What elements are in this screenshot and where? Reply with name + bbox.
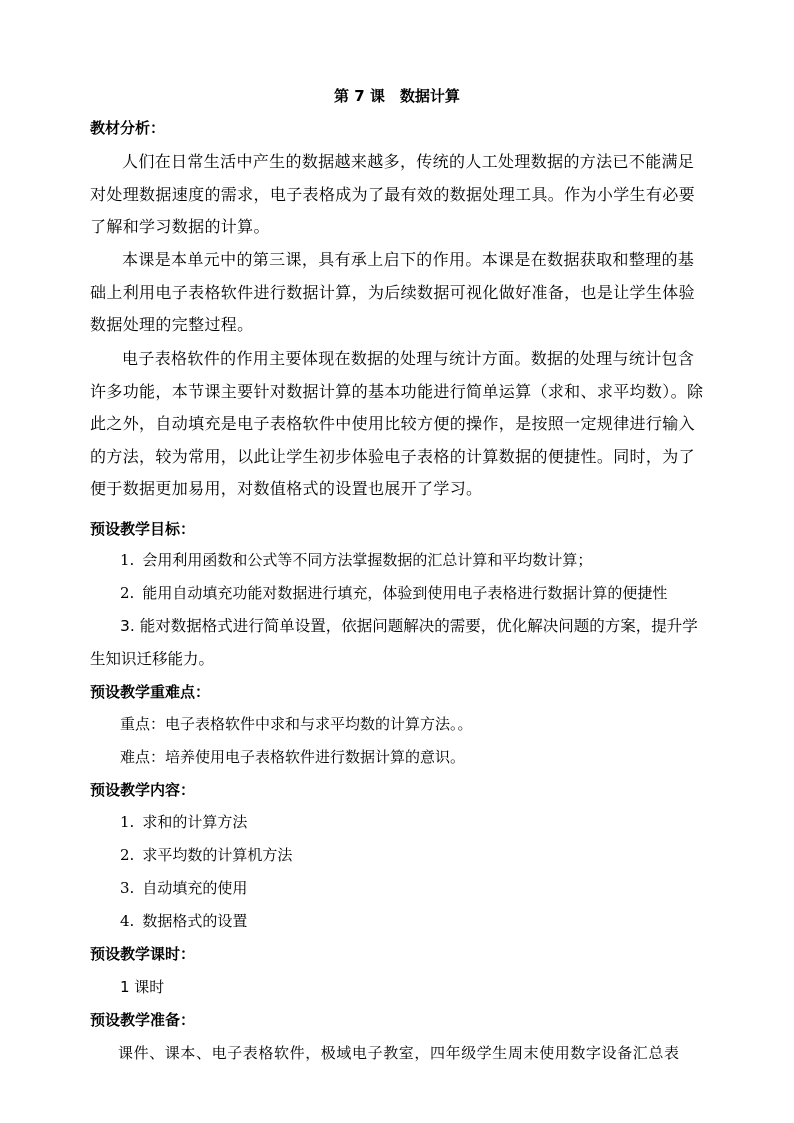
keypoint-hard: 难点：培养使用电子表格软件进行数据计算的意识。 <box>120 748 466 766</box>
keypoint-main: 重点：电子表格软件中求和与求平均数的计算方法。。 <box>120 715 473 733</box>
goal-item-2 <box>120 583 667 603</box>
goal-item-3: 3. 能对数据格式进行简单设置，依据问题解决的需要，优化解决问题的方案，提升学生知识迁移能力。 <box>90 617 698 668</box>
content-item-1 <box>120 812 247 832</box>
prep-text: 课件、课本、电子表格软件，极域电子教室，四年级学生周末使用数字设备汇总表 <box>118 1044 680 1062</box>
hours-heading: 预设教学课时： <box>90 945 196 963</box>
lesson-title: 第 7 课 数据计算 <box>334 87 460 105</box>
keypoints-heading: 预设教学重难点： <box>90 683 211 701</box>
content-4-number: 4. <box>120 912 135 930</box>
content-4-text: 数据格式的设置 <box>142 912 248 930</box>
goals-heading: 预设教学目标： <box>90 520 196 538</box>
analysis-paragraph-2: 本课是本单元中的第三课，具有承上启下的作用。本课是在数据获取和整理的基础上利用电子表格软件进行数据计算，为后续数据可视化做好准备，也是让学生体验数据处理的完整过程。 <box>90 250 695 335</box>
content-heading: 预设教学内容： <box>90 781 196 799</box>
content-item-2 <box>120 845 292 865</box>
analysis-paragraph-3: 电子表格软件的作用主要体现在数据的处理与统计方面。数据的处理与统计包含许多功能，本节课主要针对数据计算的基本功能进行简单运算（求和、求平均数）。除此之外，自动填充是电子表格软件中使用比较方便的操作，是按照一定规律进行输入的方法，较为常用，以此让学生初步体验电子表格的计算数据的便捷性。同时，为了便于数据更加易用，对数值格式的设置也展开了学习。 <box>90 349 704 499</box>
analysis-heading: 教材分析： <box>90 119 166 137</box>
goal-item-1 <box>120 550 592 570</box>
content-1-number: 1. <box>120 813 135 831</box>
prep-heading: 预设教学准备： <box>90 1011 196 1029</box>
goal-2-number: 2. <box>120 584 135 602</box>
content-item-3 <box>120 878 247 898</box>
analysis-paragraph-1: 人们在日常生活中产生的数据越来越多，传统的人工处理数据的方法已不能满足对处理数据速度的需求，电子表格成为了最有效的数据处理工具。作为小学生有必要了解和学习数据的计算。 <box>90 152 695 237</box>
hours-value: 1 课时 <box>120 978 165 996</box>
goal-2-text: 能用自动填充功能对数据进行填充，体验到使用电子表格进行数据计算的便捷性 <box>142 584 668 602</box>
goal-1-number: 1. <box>120 551 135 569</box>
content-item-4 <box>120 911 247 931</box>
content-3-number: 3. <box>120 879 135 897</box>
content-1-text: 求和的计算方法 <box>142 813 248 831</box>
content-2-number: 2. <box>120 846 135 864</box>
content-3-text: 自动填充的使用 <box>142 879 248 897</box>
content-2-text: 求平均数的计算机方法 <box>142 846 293 864</box>
goal-1-text: 会用利用函数和公式等不同方法掌握数据的汇总计算和平均数计算； <box>142 551 593 569</box>
